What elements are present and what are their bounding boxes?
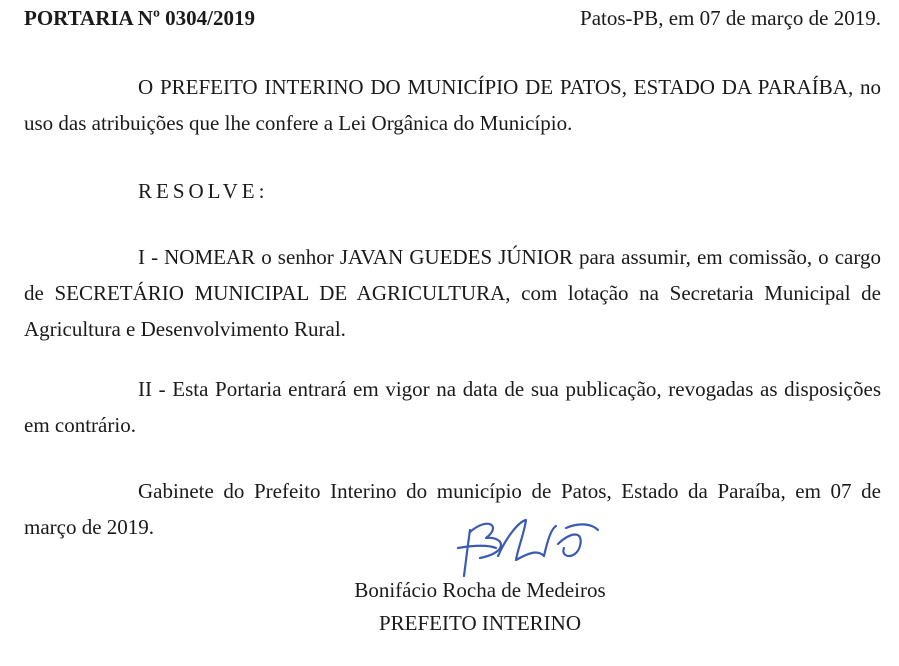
- signer-name: Bonifácio Rocha de Medeiros: [354, 578, 606, 602]
- article-2-paragraph: II - Esta Portaria entrará em vigor na data de sua publicação, revogadas as disposições em contrário.: [24, 377, 881, 437]
- place-date: Patos-PB, em 07 de março de 2019.: [580, 6, 881, 30]
- resolve-heading: RESOLVE:: [138, 179, 269, 203]
- handwritten-signature: [440, 508, 610, 586]
- article-1-paragraph: I - NOMEAR o senhor JAVAN GUEDES JÚNIOR para assumir, em comissão, o cargo de SECRETÁRIO MUNICIPAL DE AGRICULTURA, com lotação na Secretaria Municipal de Agricultura e Desenvolvimento Rural.: [24, 245, 881, 341]
- document-header: [24, 6, 881, 31]
- document-title: PORTARIA Nº 0304/2019: [24, 6, 255, 30]
- closing-paragraph: Gabinete do Prefeito Interino do município de Patos, Estado da Paraíba, em 07 de março de 2019.: [24, 479, 881, 539]
- preamble-paragraph: O PREFEITO INTERINO DO MUNICÍPIO DE PATOS, ESTADO DA PARAÍBA, no uso das atribuições que lhe confere a Lei Orgânica do Município.: [24, 75, 881, 135]
- signer-role: PREFEITO INTERINO: [378, 611, 582, 635]
